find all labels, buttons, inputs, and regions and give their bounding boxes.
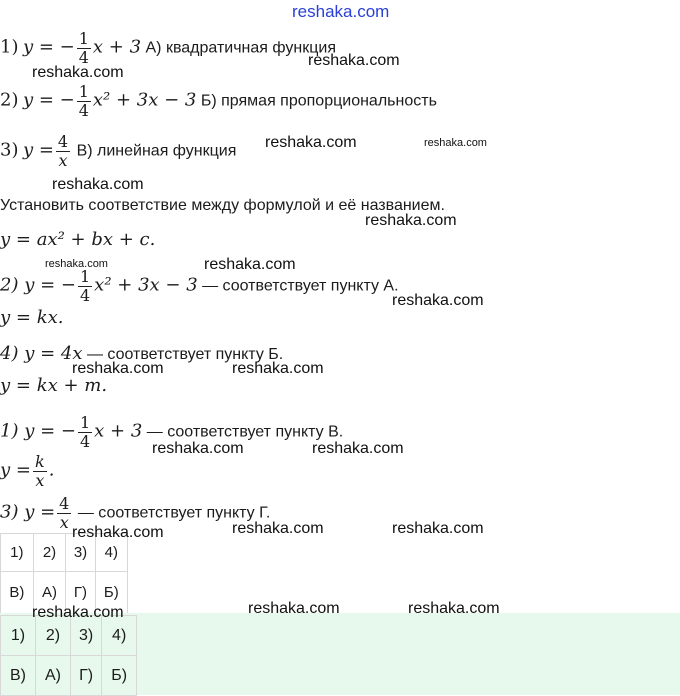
- watermark: reshaka.com: [52, 176, 144, 193]
- answer-table: [0, 533, 128, 614]
- proportional-formula: y = kx.: [0, 307, 64, 328]
- highlighted-answer-table: [0, 615, 137, 696]
- highlighted-header-cell: 3): [70, 616, 101, 656]
- highlighted-answer-cell: Г): [70, 656, 101, 696]
- watermark: reshaka.com: [312, 440, 404, 457]
- item-3-number: 3): [0, 139, 19, 161]
- item-3-numerator: 4: [57, 132, 69, 151]
- watermark: reshaka.com: [72, 524, 164, 541]
- item-2-rhs: x² + 3x − 3: [92, 89, 197, 111]
- item-2-denominator: 4: [78, 101, 89, 120]
- watermark: reshaka.com: [152, 440, 244, 457]
- watermark: reshaka.com: [392, 292, 484, 309]
- watermark: reshaka.com: [32, 64, 124, 81]
- item-1-number: 1): [0, 36, 19, 58]
- watermark-top[interactable]: reshaka.com: [292, 2, 390, 21]
- hyperbola-formula: y = $\frac{k}{x}$ .: [0, 452, 55, 490]
- solution-line-1-denominator: 4: [79, 432, 91, 451]
- hyperbola-denominator: x: [35, 471, 45, 490]
- item-2-fraction: [77, 83, 91, 120]
- solution-line-2-numerator: 1: [79, 267, 91, 286]
- watermark: reshaka.com: [232, 360, 324, 377]
- item-2-lhs: y = −: [22, 89, 75, 111]
- watermark: reshaka.com: [308, 52, 400, 69]
- solution-line-1-fraction: [78, 414, 92, 451]
- watermark: reshaka.com: [248, 600, 340, 617]
- solution-line-3-fraction: [57, 495, 71, 532]
- answer-table-answer-cell: Г): [66, 572, 95, 614]
- answer-table-header-cell: 3): [66, 534, 95, 572]
- item-1: [0, 30, 336, 67]
- answer-table-header-cell: 1): [1, 534, 34, 572]
- highlighted-answer-cell: А): [35, 656, 70, 696]
- item-3-denominator: x: [58, 151, 68, 170]
- quadratic-formula: y = ax² + bx + c.: [0, 229, 156, 250]
- answer-table-answer-cell: В): [1, 572, 34, 614]
- watermark: reshaka.com: [265, 134, 357, 151]
- task-text: Установить соответствие между формулой и её названием.: [0, 197, 445, 214]
- item-1-fraction: [77, 30, 91, 67]
- solution-line-2-rhs: x² + 3x − 3: [94, 274, 198, 296]
- solution-line-4-text: — соответствует пункту Б.: [86, 346, 284, 363]
- solution-line-2-text: — соответствует пункту А.: [202, 277, 399, 295]
- solution-line-3-prefix: 3) y =: [0, 501, 56, 523]
- watermark: reshaka.com: [424, 137, 487, 149]
- item-3-fraction: [56, 133, 70, 170]
- answer-table-answer-cell: А): [33, 572, 66, 614]
- item-1-rhs: x + 3: [92, 36, 142, 58]
- answer-table-answer-cell: Б): [95, 572, 127, 614]
- solution-line-2-denominator: 4: [79, 286, 91, 305]
- solution-line-3-text: — соответствует пункту Г.: [77, 504, 271, 522]
- item-3-lhs: y =: [22, 139, 54, 161]
- watermark: reshaka.com: [204, 256, 296, 273]
- item-2-numerator: 1: [78, 82, 89, 101]
- solution-line-1-rhs: x + 3: [94, 420, 143, 442]
- highlighted-answer-cell: В): [1, 656, 36, 696]
- item-1-label: А) квадратичная функция: [145, 39, 336, 57]
- watermark: reshaka.com: [32, 604, 124, 621]
- watermark: reshaka.com: [365, 212, 457, 229]
- watermark: reshaka.com: [408, 600, 500, 617]
- item-3-label: В) линейная функция: [76, 142, 237, 160]
- item-1-numerator: 1: [78, 29, 89, 48]
- highlighted-header-cell: 4): [102, 616, 137, 656]
- watermark: reshaka.com: [72, 360, 164, 377]
- solution-line-1-prefix: 1) y = −: [0, 420, 76, 442]
- item-2-label: Б) прямая пропорциональность: [200, 92, 437, 110]
- item-1-denominator: 4: [78, 48, 89, 67]
- item-2-number: 2): [0, 89, 19, 111]
- item-2: [0, 83, 437, 120]
- highlighted-header-cell: 1): [1, 616, 36, 656]
- highlighted-header-cell: 2): [35, 616, 70, 656]
- watermark: reshaka.com: [45, 258, 108, 270]
- solution-line-2-prefix: 2) y = −: [0, 274, 76, 296]
- highlighted-answer-row: [1, 656, 137, 696]
- watermark: reshaka.com: [232, 520, 324, 537]
- solution-line-3-denominator: x: [59, 513, 69, 532]
- item-1-lhs: y = −: [22, 36, 75, 58]
- answer-table-header-cell: 2): [33, 534, 66, 572]
- solution-line-1-numerator: 1: [79, 413, 91, 432]
- solution-line-2: [0, 268, 399, 305]
- linear-formula: y = kx + m.: [0, 375, 108, 396]
- hyperbola-fraction: [33, 453, 47, 490]
- watermark: reshaka.com: [392, 520, 484, 537]
- item-3: [0, 133, 236, 170]
- solution-line-3-numerator: 4: [59, 494, 70, 513]
- solution-line-2-fraction: [78, 268, 92, 305]
- answer-table-header-cell: 4): [95, 534, 127, 572]
- hyperbola-numerator: k: [34, 452, 45, 471]
- highlighted-answer-cell: Б): [102, 656, 137, 696]
- hyperbola-prefix: y =: [0, 459, 31, 481]
- solution-line-4-formula: 4) y = 4x: [0, 343, 83, 364]
- solution-line-1-text: — соответствует пункту В.: [146, 423, 344, 441]
